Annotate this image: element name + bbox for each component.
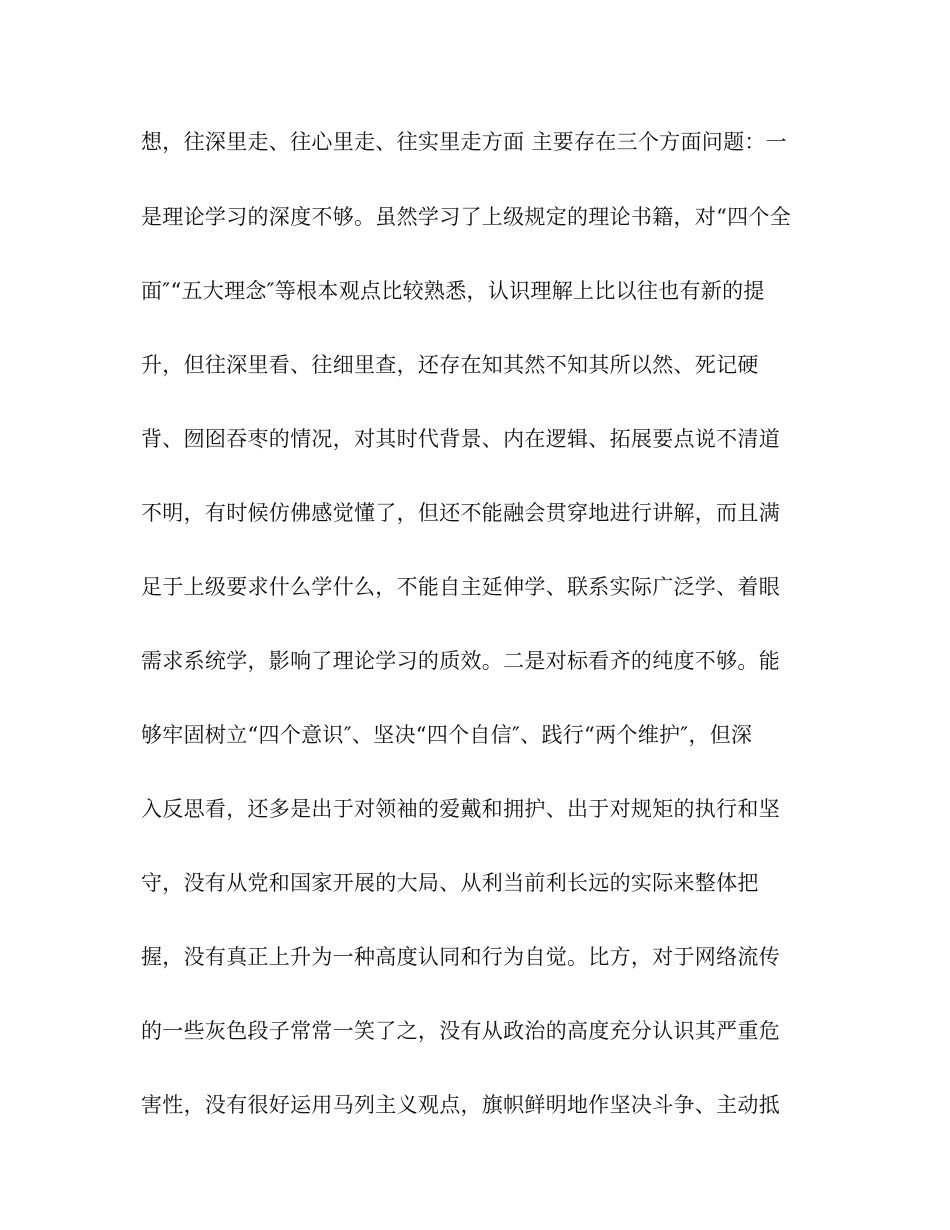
text-line: 升，但往深里看、往细里查，还存在知其然不知其所以然、死记硬 bbox=[141, 353, 759, 377]
text-line: 足于上级要求什么学什么，不能自主延伸学、联系实际广泛学、着眼 bbox=[141, 575, 780, 599]
text-line: 需求系统学，影响了理论学习的质效。二是对标看齐的纯度不够。能 bbox=[141, 649, 780, 673]
text-line: 面″“五大理念″等根本观点比较熟悉，认识理解上比以往也有新的提 bbox=[141, 279, 765, 303]
text-line: 的一些灰色段子常常一笑了之，没有从政治的高度充分认识其严重危 bbox=[141, 1019, 780, 1043]
text-line: 够牢固树立“四个意识″、坚决“四个自信″、践行“两个维护″，但深 bbox=[141, 723, 753, 747]
text-line: 入反思看，还多是出于对领袖的爱戴和拥护、出于对规矩的执行和坚 bbox=[141, 797, 780, 821]
text-line: 害性，没有很好运用马列主义观点，旗帜鲜明地作坚决斗争、主动抵 bbox=[141, 1093, 780, 1117]
text-line: 背、囫囵吞枣的情况，对其时代背景、内在逻辑、拓展要点说不清道 bbox=[141, 427, 780, 451]
text-line: 不明，有时候仿佛感觉懂了，但还不能融会贯穿地进行讲解，而且满 bbox=[141, 501, 780, 525]
text-line: 握，没有真正上升为一种高度认同和行为自觉。比方，对于网络流传 bbox=[141, 945, 780, 969]
text-line: 守，没有从党和国家开展的大局、从利当前利长远的实际来整体把 bbox=[141, 871, 759, 895]
text-line: 是理论学习的深度不够。虽然学习了上级规定的理论书籍，对“四个全 bbox=[141, 205, 792, 229]
text-line: 想，往深里走、往心里走、往实里走方面 主要存在三个方面问题：一 bbox=[141, 130, 787, 154]
